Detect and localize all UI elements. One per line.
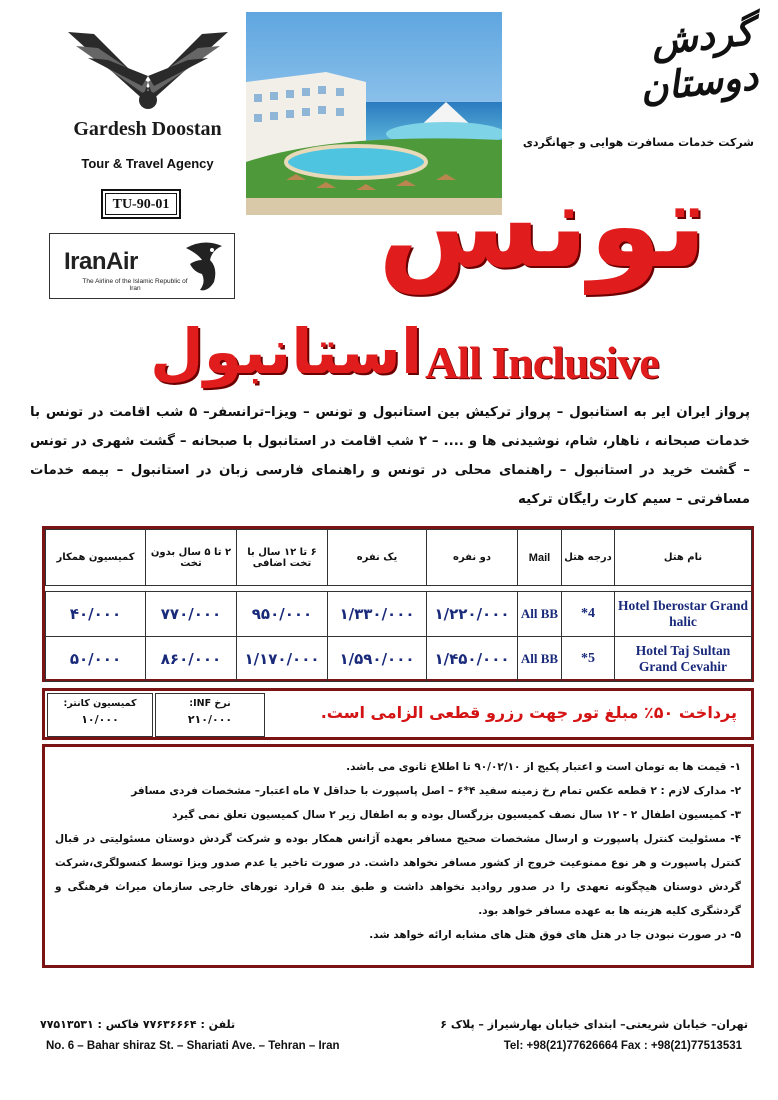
term-item: ۲- مدارک لازم : ۲ قطعه عکس تمام رخ زمینه سفید ۴*۶ – اصل پاسپورت با حداقل ۷ ماه اعتبار– مشخصات فردی مسافر xyxy=(131,785,741,797)
header-child-6-12: ۶ تا ۱۲ سال با تخت اضافی xyxy=(237,530,328,586)
price-table xyxy=(42,526,754,682)
price-commission: ۵۰/۰۰۰ xyxy=(46,637,146,682)
wings-logo-icon xyxy=(58,24,238,114)
license-badge xyxy=(101,189,181,219)
counter-commission-value: ۱۰/۰۰۰ xyxy=(81,713,119,726)
meal-plan: All BB xyxy=(518,637,562,682)
payment-box xyxy=(42,688,754,740)
destination-main: تونس xyxy=(377,156,708,294)
infant-rate xyxy=(155,693,265,737)
price-single: ۱/۳۳۰/۰۰۰ xyxy=(328,592,427,637)
header-stars: درجه هتل xyxy=(562,530,615,586)
hotel-stars: 5* xyxy=(562,637,615,682)
header-mail: Mail xyxy=(518,530,562,586)
footer-phones-fa: تلفن : ۷۷۶۳۶۶۶۴ فاکس : ۷۷۵۱۳۵۳۱ xyxy=(40,1018,236,1031)
terms-list xyxy=(55,755,741,947)
iranair-name: IranAir xyxy=(64,248,138,275)
table-header-row xyxy=(46,530,752,586)
brand-name: Gardesh Doostan xyxy=(73,118,222,140)
tour-description: پرواز ایران ایر به استانبول – پرواز ترکیش بین استانبول و تونس – ویزا–ترانسفر– ۵ شب اقامت در تونس با خدمات صبحانه ، ناهار، شام، نوشیدنی ها و .... – ۲ شب اقامت در استانبول با صبحانه – گشت شهری در تونس – گشت خرید در استانبول – راهنمای محلی در تونس و راهنمای فارسی زبان در استانبول – بیمه خدمات مسافرتی – سیم کارت رایگان ترکیه xyxy=(30,405,750,507)
meal-plan: All BB xyxy=(518,592,562,637)
price-single: ۱/۵۹۰/۰۰۰ xyxy=(328,637,427,682)
header-double: دو نفره xyxy=(427,530,518,586)
footer-phones-en: Tel: +98(21)77626664 Fax : +98(21)77513531 xyxy=(503,1040,742,1052)
counter-commission-label: کمیسیون کانتر: xyxy=(63,698,137,709)
iranair-subtitle: The Airline of the Islamic Republic of Iran xyxy=(82,278,188,292)
price-double: ۱/۲۲۰/۰۰۰ xyxy=(427,592,518,637)
homa-bird-icon xyxy=(178,238,228,294)
footer-address-fa: تهران– خیابان شریعتی– ابتدای خیابان بهارشیراز – پلاک ۶ xyxy=(440,1018,748,1031)
term-item: ۳- کمیسیون اطفال ۲ - ۱۲ سال نصف کمیسیون بزرگسال بوده و به اطفال زیر ۲ سال کمیسیون تعلق نمی گیرد xyxy=(172,809,741,821)
package-type: All Inclusive xyxy=(425,337,659,388)
iranair-logo xyxy=(49,233,235,299)
price-child-6-12: ۹۵۰/۰۰۰ xyxy=(237,592,328,637)
terms-box xyxy=(42,744,754,968)
footer-address-en: No. 6 – Bahar shiraz St. – Shariati Ave. – Tehran – Iran xyxy=(46,1040,340,1052)
header-commission: کمیسیون همکار xyxy=(46,530,146,586)
brand-name-fa: گردش دوستان xyxy=(637,8,761,111)
destination-second: استانبول xyxy=(150,315,423,388)
infant-rate-value: ۲۱۰/۰۰۰ xyxy=(187,713,233,726)
brand-tagline: Tour & Travel Agency xyxy=(81,156,214,171)
table-row xyxy=(46,592,752,637)
hotel-name: Hotel Iberostar Grand halic xyxy=(615,592,752,637)
price-child-2-5: ۷۷۰/۰۰۰ xyxy=(146,592,237,637)
agency-description-fa: شرکت خدمات مسافرت هوایی و جهانگردی xyxy=(522,136,754,149)
term-item: ۴- مسئولیت کنترل پاسپورت و ارسال مشخصات صحیح مسافر بعهده آژانس همکار بوده و شرکت گردش دوستان مسئولیتی در قبال کنترل پاسپورت و هر نوع ممنوعیت خروج از کشور مسافر نخواهد داشت. در صورت تاخیر یا عدم صدور ویزا توسط کنسولگری،شرکت گردش دوستان هیچگونه تعهدی را در صدور روادید نخواهد داشت و طبق بند ۵ قرارد تورهای خارجی سازمان میراث فرهنگی و گردشگری کلیه هزینه ها به عهده مسافر خواهد بود. xyxy=(55,833,742,917)
price-commission: ۴۰/۰۰۰ xyxy=(46,592,146,637)
hotel-stars: 4* xyxy=(562,592,615,637)
header-hotel: نام هتل xyxy=(615,530,752,586)
price-double: ۱/۴۵۰/۰۰۰ xyxy=(427,637,518,682)
term-item: ۱- قیمت ها به تومان است و اعتبار پکیج از ۹۰/۰۲/۱۰ تا اطلاع ثانوی می باشد. xyxy=(346,761,741,773)
term-item: ۵- در صورت نبودن جا در هتل های فوق هتل های مشابه ارائه خواهد شد. xyxy=(369,929,741,941)
header-single: یک نفره xyxy=(328,530,427,586)
header-child-2-5: ۲ تا ۵ سال بدون تخت xyxy=(146,530,237,586)
license-number: TU-90-01 xyxy=(105,193,177,215)
table-row xyxy=(46,637,752,682)
hotel-name: Hotel Taj Sultan Grand Cevahir xyxy=(615,637,752,682)
infant-rate-label: نرخ INF: xyxy=(189,698,231,709)
price-child-2-5: ۸۶۰/۰۰۰ xyxy=(146,637,237,682)
payment-notice: پرداخت ۵۰٪ مبلغ تور جهت رزرو قطعی الزامی است. xyxy=(320,703,737,722)
counter-commission xyxy=(47,693,153,737)
price-child-6-12: ۱/۱۷۰/۰۰۰ xyxy=(237,637,328,682)
